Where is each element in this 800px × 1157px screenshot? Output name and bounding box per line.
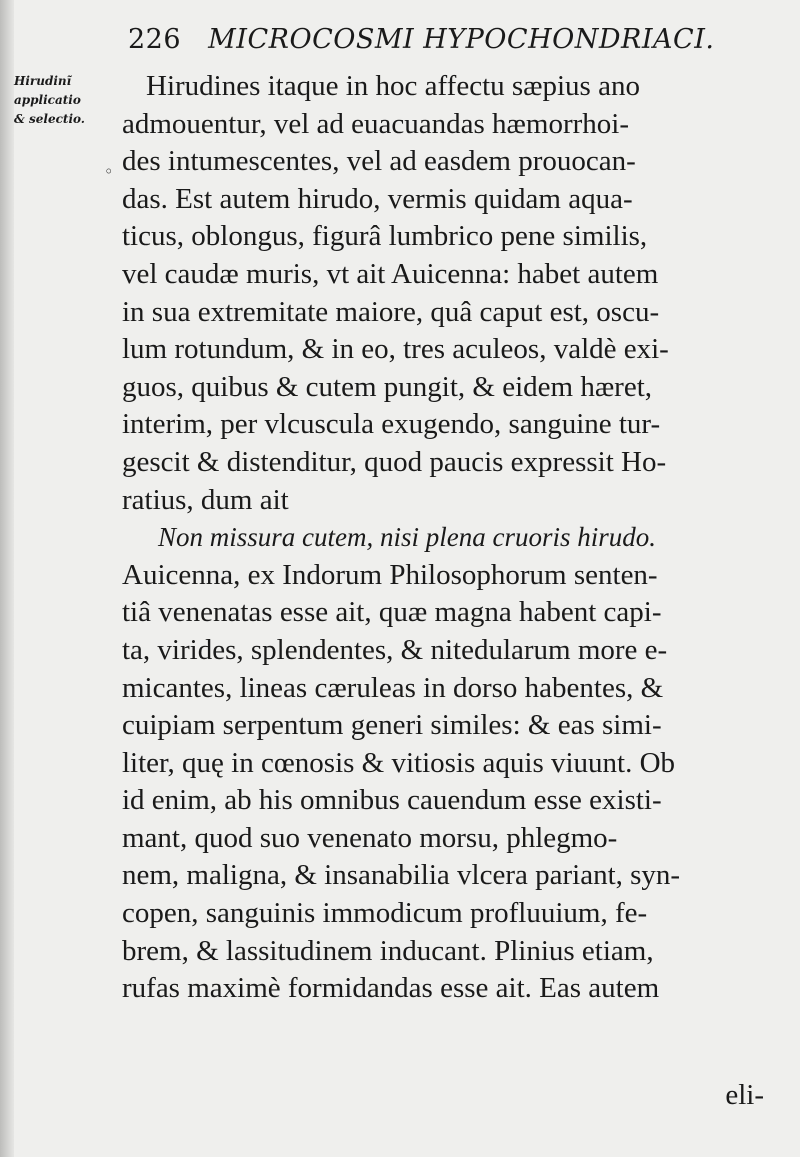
text-line: mant, quod suo venenato morsu, phlegmo-	[122, 821, 618, 854]
text-line: Auicenna, ex Indorum Philosophorum senten-	[122, 558, 658, 591]
text-line: cuipiam serpentum generi similes: & eas simi-	[122, 709, 662, 742]
text-line: vel caudæ muris, vt ait Auicenna: habet autem	[122, 257, 659, 290]
text-line: tiâ venenatas esse ait, quæ magna habent capi-	[122, 596, 662, 629]
page-number: 226	[128, 24, 182, 55]
text-line: nem, maligna, & insanabilia vlcera pariant, syn-	[122, 859, 681, 892]
text-line: des intumescentes, vel ad easdem prouocan-	[122, 145, 636, 178]
catchword: eli-	[725, 1079, 764, 1111]
text-line: lum rotundum, & in eo, tres aculeos, valdè exi-	[122, 333, 669, 366]
marginal-note-line: applicatio	[14, 93, 81, 107]
running-title: MICROCOSMI HYPOCHONDRIACI.	[208, 24, 715, 55]
text-line: ta, virides, splendentes, & nitedularum more e-	[122, 633, 668, 666]
text-line: Hirudines itaque in hoc affectu sæpius ano	[146, 70, 640, 102]
text-line: rufas maximè formidandas esse ait. Eas autem	[122, 972, 660, 1005]
text-line: copen, sanguinis immodicum profluuium, fe-	[122, 897, 648, 930]
verse-quotation: Non missura cutem, nisi plena cruoris hirudo.	[158, 522, 657, 553]
marginal-note-line: Hirudinĩ	[14, 74, 72, 88]
page-gutter-edge	[0, 0, 14, 1157]
marginal-note	[14, 72, 114, 129]
text-line: interim, per vlcuscula exugendo, sanguine tur-	[122, 408, 661, 441]
text-line: ticus, oblongus, figurâ lumbrico pene similis,	[122, 220, 648, 253]
text-line: admouentur, vel ad euacuandas hæmorrhoi-	[122, 107, 629, 140]
text-line: ratius, dum ait	[122, 483, 289, 516]
text-line: micantes, lineas cæruleas in dorso habentes, &	[122, 671, 664, 704]
text-line: das. Est autem hirudo, vermis quidam aqua-	[122, 182, 633, 215]
text-line: gescit & distenditur, quod paucis expressit Ho-	[122, 445, 667, 478]
text-line: guos, quibus & cutem pungit, & eidem hæret,	[122, 370, 653, 403]
text-line: liter, quę in cœnosis & vitiosis aquis viuunt. Ob	[122, 746, 676, 779]
marginal-note-line: & selectio.	[14, 112, 85, 126]
text-line: in sua extremitate maiore, quâ caput est, oscu-	[122, 295, 660, 328]
text-line: id enim, ab his omnibus cauendum esse existi-	[122, 784, 662, 817]
margin-dot-marker: ◦	[104, 162, 114, 181]
text-line: brem, & lassitudinem inducant. Plinius etiam,	[122, 934, 654, 967]
running-head	[128, 24, 714, 55]
main-text	[122, 68, 786, 1008]
